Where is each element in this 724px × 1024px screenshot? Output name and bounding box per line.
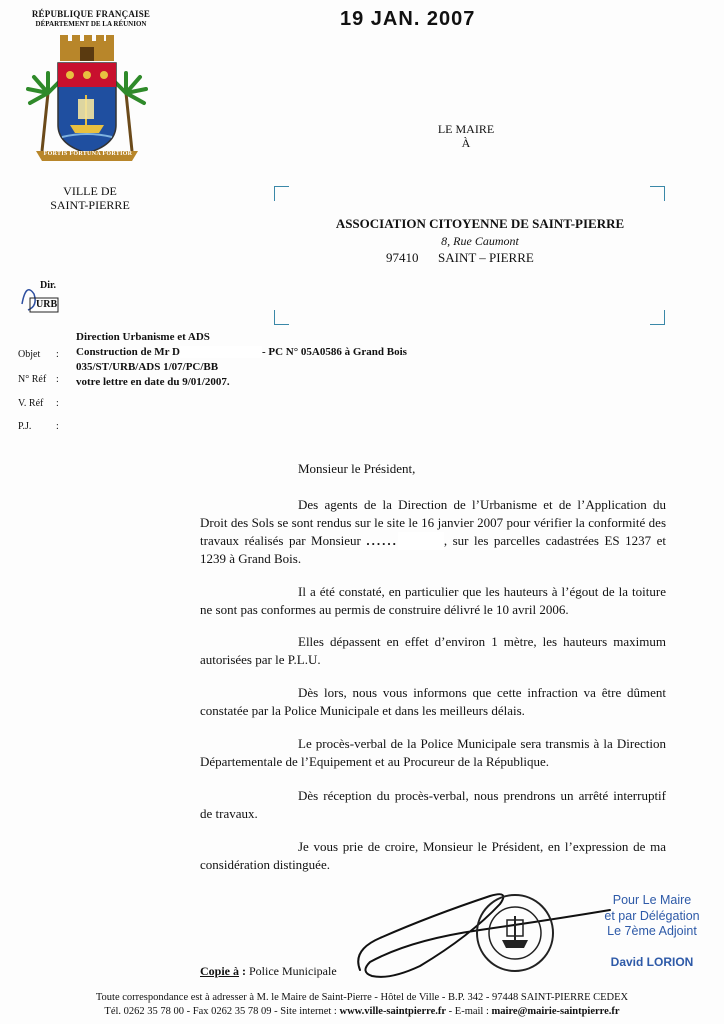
direction-label: Direction Urbanisme et ADS xyxy=(76,331,210,343)
window-corner-bottom-right xyxy=(650,310,665,325)
paragraph-1 xyxy=(200,496,666,568)
seal-icon xyxy=(474,892,556,974)
signature-line2: et par Délégation xyxy=(604,909,700,923)
copy-label: Copie à xyxy=(200,964,239,978)
recipient-street: 8, Rue Caumont xyxy=(441,234,519,248)
letter-ref: votre lettre en date du 9/01/2007. xyxy=(76,376,230,388)
copy-sep: : xyxy=(239,964,249,978)
vref-colon: : xyxy=(56,398,59,409)
window-corner-top-right xyxy=(650,186,665,201)
copy-value: Police Municipale xyxy=(249,964,337,978)
p5-text: Le procès-verbal de la Police Municipale sera transmis à la Direction Départementale de l’Equipement et au Procureur de la République. xyxy=(200,736,666,769)
date-stamp: 19 JAN. 2007 xyxy=(340,8,476,30)
footer-tel-fax: Tél. 0262 35 78 00 - Fax 0262 35 78 09 - Site internet : xyxy=(104,1006,340,1017)
republic-line1: RÉPUBLIQUE FRANÇAISE xyxy=(31,9,151,19)
footer-line1: Toute correspondance est à adresser à M. le Maire de Saint-Pierre - Hôtel de Ville - B.P. 342 - 97448 SAINT-PIERRE CEDEX xyxy=(95,992,629,1003)
dir-stamp-line1: Dir. xyxy=(40,280,57,291)
footer-line2 xyxy=(0,1006,724,1017)
p6-text: Dès réception du procès-verbal, nous prendrons un arrêté interruptif de travaux. xyxy=(200,788,666,821)
p1-redacted: ...... xyxy=(366,533,398,548)
signature-line3: Le 7ème Adjoint xyxy=(607,924,697,938)
paragraph-2 xyxy=(200,583,666,619)
window-corner-top-left xyxy=(274,186,289,201)
paragraph-5 xyxy=(200,735,666,771)
p2-text: Il a été constaté, en particulier que les hauteurs à l’égout de la toiture ne sont pas conformes au permis de construire délivré le 10 avril 2006. xyxy=(200,584,666,617)
p3-text: Elles dépassent en effet d’environ 1 mètre, les hauteurs maximum autorisées par le P.L.U. xyxy=(200,634,666,667)
dir-urb-stamp xyxy=(18,276,64,316)
copy-line xyxy=(200,964,337,979)
official-seal xyxy=(474,892,556,974)
nref-colon: : xyxy=(56,374,59,385)
city-line1: VILLE DE xyxy=(63,184,117,198)
signature-name: David LORION xyxy=(610,955,694,969)
objet-value xyxy=(76,346,407,358)
redaction xyxy=(180,346,262,358)
p4-text: Dès lors, nous vous informons que cette infraction va être dûment constatée par la Police Municipale et dans les meilleurs délais. xyxy=(200,685,666,718)
pj-colon: : xyxy=(56,421,59,432)
footer-email-link[interactable]: maire@mairie-saintpierre.fr xyxy=(491,1006,620,1017)
sender-to: À xyxy=(461,136,471,150)
redaction xyxy=(398,532,444,550)
p7-text: Je vous prie de croire, Monsieur le Président, en l’expression de ma considération distinguée. xyxy=(200,839,666,872)
objet-prefix: Construction de Mr D xyxy=(76,346,180,358)
recipient-postal: 97410 xyxy=(386,250,419,265)
recipient-city: SAINT – PIERRE xyxy=(438,250,534,265)
p1-text-a: Des agents de la Direction de l’Urbanisme et de l’Application du Droit des Sols se sont rendus sur le site le 16 janvier 2007 pour vérifier la conformité des travaux réalisés par Monsieur xyxy=(200,497,666,548)
vref-label: V. Réf xyxy=(18,398,44,409)
objet-colon: : xyxy=(56,349,59,360)
salutation: Monsieur le Président, xyxy=(298,461,416,476)
footer-email-label: - E-mail : xyxy=(446,1006,492,1017)
sender-title: LE MAIRE xyxy=(437,122,495,136)
paragraph-3 xyxy=(200,633,666,669)
p1-text-b: , sur les parcelles cadastrées ES 1237 et 1239 à Grand Bois. xyxy=(200,533,667,566)
dir-stamp-line2: URB xyxy=(36,299,58,310)
paragraph-6 xyxy=(200,787,666,823)
signature-line1: Pour Le Maire xyxy=(612,893,692,907)
republic-line2: DÉPARTEMENT DE LA RÉUNION xyxy=(35,20,147,28)
objet-suffix: - PC N° 05A0586 à Grand Bois xyxy=(261,346,407,358)
footer-website-link[interactable]: www.ville-saintpierre.fr xyxy=(339,1006,447,1017)
objet-label: Objet xyxy=(18,349,41,360)
paragraph-7 xyxy=(200,838,666,874)
pj-label: P.J. xyxy=(18,421,32,432)
nref-label: N° Réf xyxy=(18,374,47,385)
coat-of-arms-motto: FORTIS FORTUNA FORTIOR xyxy=(43,151,133,157)
nref-value: 035/ST/URB/ADS 1/07/PC/BB xyxy=(76,361,219,373)
city-line2: SAINT-PIERRE xyxy=(50,198,130,212)
recipient-name: ASSOCIATION CITOYENNE DE SAINT-PIERRE xyxy=(335,216,625,231)
window-corner-bottom-left xyxy=(274,310,289,325)
paragraph-4 xyxy=(200,684,666,720)
